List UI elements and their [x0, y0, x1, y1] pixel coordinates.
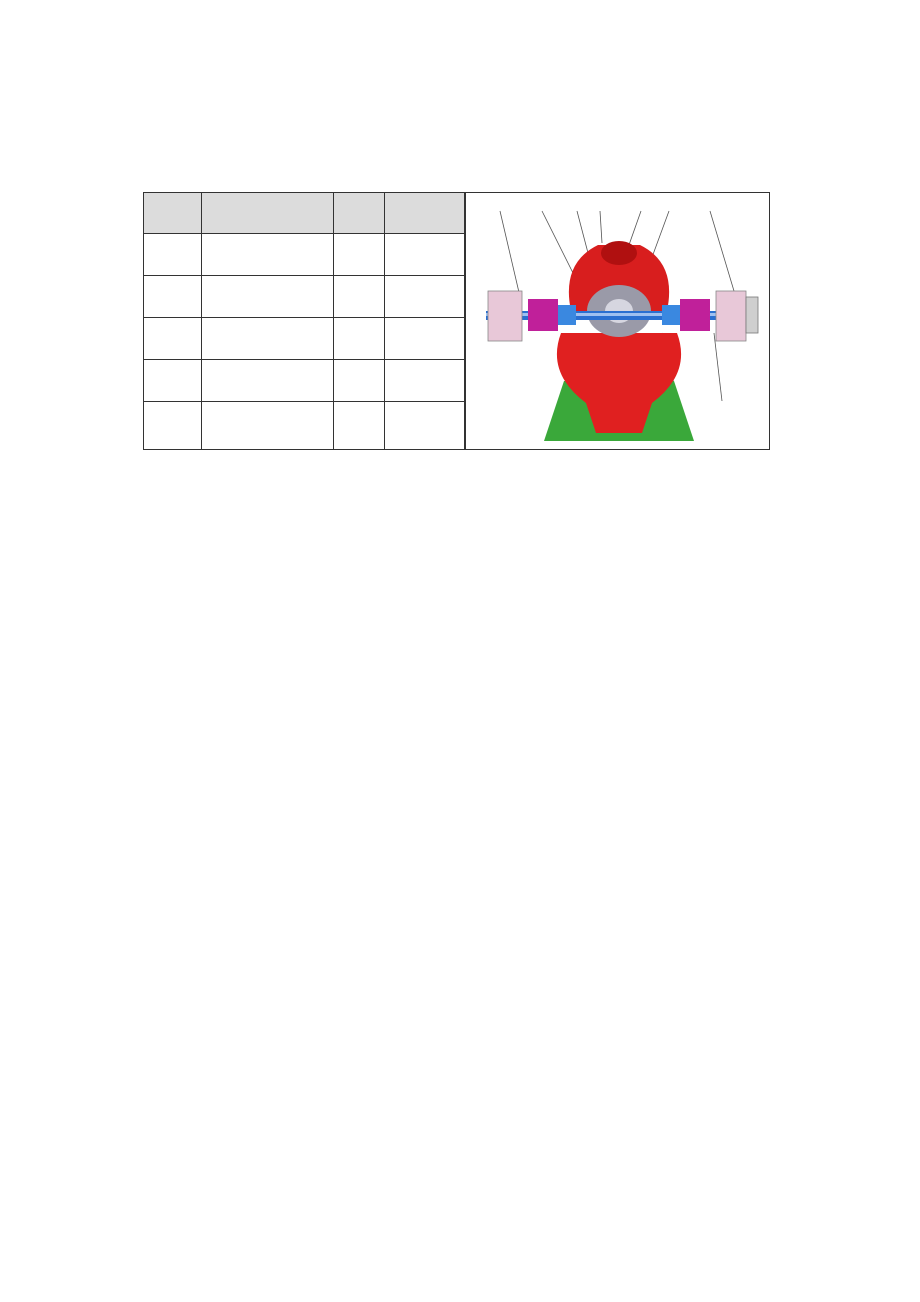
table-header-cell [144, 193, 202, 234]
table-cell [202, 318, 334, 360]
pump-structure-figure [143, 192, 770, 452]
table-row [144, 318, 465, 360]
table-row [144, 402, 465, 450]
coupling [746, 297, 758, 333]
seal-left [528, 299, 558, 331]
parts-table [143, 192, 465, 450]
table-cell [385, 276, 465, 318]
table-row [144, 234, 465, 276]
table-cell [144, 276, 202, 318]
table-cell [385, 234, 465, 276]
table-cell [334, 318, 385, 360]
table-row [144, 360, 465, 402]
table-cell [334, 360, 385, 402]
table-header-row [144, 193, 465, 234]
seal-right [680, 299, 710, 331]
table-cell [202, 234, 334, 276]
discharge-top [601, 241, 637, 265]
pump-cross-section-diagram [465, 192, 770, 450]
table-row [144, 276, 465, 318]
table-cell [144, 318, 202, 360]
table-cell [202, 402, 334, 450]
table-cell [202, 276, 334, 318]
bearing-housing-left [488, 291, 522, 341]
table-cell [385, 318, 465, 360]
table-cell [144, 234, 202, 276]
table-header-cell [334, 193, 385, 234]
table-cell [334, 276, 385, 318]
table-cell [334, 402, 385, 450]
table-cell [202, 360, 334, 402]
table-cell [144, 402, 202, 450]
table-cell [144, 360, 202, 402]
table-header-cell [385, 193, 465, 234]
table-header-cell [202, 193, 334, 234]
table-cell [385, 402, 465, 450]
pump-cross-section-svg [466, 193, 769, 449]
bearing-housing-right [716, 291, 746, 341]
table-cell [334, 234, 385, 276]
table-cell [385, 360, 465, 402]
